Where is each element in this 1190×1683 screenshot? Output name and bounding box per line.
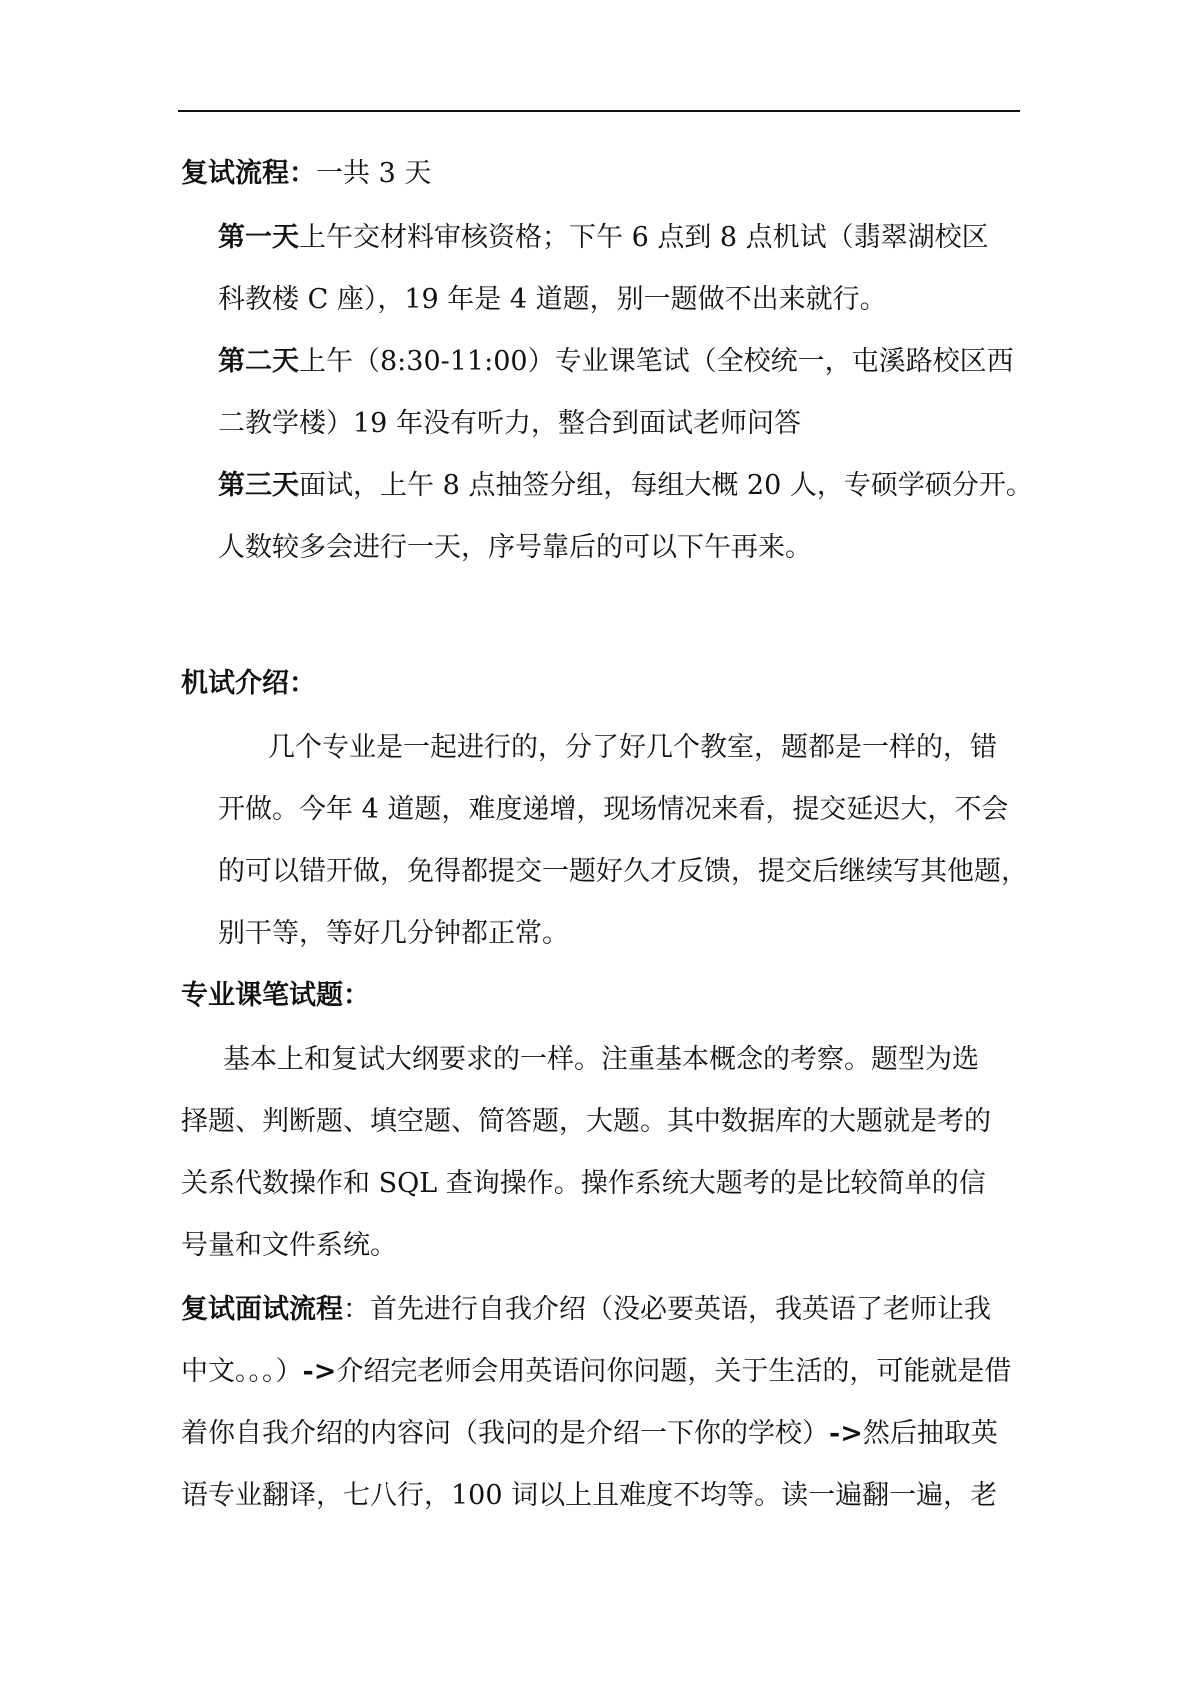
- machine-test-line-3: 的可以错开做，免得都提交一题好久才反馈，提交后继续写其他题，: [218, 856, 1028, 887]
- arrow-2: ->: [829, 1418, 863, 1449]
- interview-text-1: 首先进行自我介绍（没必要英语，我英语了老师让我: [370, 1294, 991, 1325]
- day2-line2: 二教学楼）19 年没有听力，整合到面试老师问答: [218, 408, 801, 439]
- interview-text-3a: 着你自我介绍的内容问（我问的是介绍一下你的学校）: [181, 1418, 829, 1449]
- day1-line2: 科教楼 C 座），19 年是 4 道题，别一题做不出来就行。: [218, 284, 887, 315]
- interview-heading-colon: ：: [343, 1294, 370, 1325]
- day1-label: 第一天: [218, 222, 299, 253]
- written-test-line-3: 关系代数操作和 SQL 查询操作。操作系统大题考的是比较简单的信: [181, 1168, 986, 1199]
- day3-line1: [218, 466, 1033, 506]
- interview-line-3: [181, 1414, 998, 1454]
- written-test-line-2: 择题、判断题、填空题、简答题，大题。其中数据库的大题就是考的: [181, 1106, 991, 1137]
- day2-text-1: 上午（8:30-11:00）专业课笔试（全校统一，屯溪路校区西: [299, 346, 1014, 377]
- written-test-line-1: 基本上和复试大纲要求的一样。注重基本概念的考察。题型为选: [223, 1044, 979, 1075]
- written-test-heading: 专业课笔试题：: [181, 980, 370, 1011]
- machine-test-line-2: 开做。今年 4 道题，难度递增，现场情况来看，提交延迟大，不会: [218, 794, 1009, 825]
- process-duration: 一共 3 天: [316, 158, 432, 189]
- interview-text-2b: 介绍完老师会用英语问你问题，关于生活的，可能就是借: [336, 1356, 1012, 1387]
- day2-line1: [218, 342, 1014, 382]
- interview-text-2a: 中文。。。）: [181, 1356, 303, 1387]
- interview-text-3b: 然后抽取英: [862, 1418, 998, 1449]
- arrow-1: ->: [302, 1356, 337, 1387]
- machine-test-line-4: 别干等，等好几分钟都正常。: [218, 918, 569, 949]
- interview-line-1: [181, 1290, 991, 1330]
- written-test-line-4: 号量和文件系统。: [181, 1230, 397, 1261]
- process-heading-line: [181, 154, 431, 194]
- day1-line1: [218, 218, 989, 258]
- machine-test-line-1: 几个专业是一起进行的，分了好几个教室，题都是一样的，错: [268, 732, 997, 763]
- machine-test-heading: 机试介绍：: [181, 668, 316, 699]
- interview-heading: 复试面试流程: [181, 1294, 343, 1325]
- day2-label: 第二天: [218, 346, 299, 377]
- day1-text-1: 上午交材料审核资格；下午 6 点到 8 点机试（翡翠湖校区: [299, 222, 989, 253]
- interview-line-4: 语专业翻译，七八行，100 词以上且难度不均等。读一遍翻一遍，老: [181, 1480, 998, 1511]
- day3-text-1: 面试，上午 8 点抽签分组，每组大概 20 人，专硕学硕分开。: [299, 470, 1033, 501]
- day3-label: 第三天: [218, 470, 299, 501]
- header-rule: [178, 110, 1020, 112]
- day3-line2: 人数较多会进行一天，序号靠后的可以下午再来。: [218, 532, 812, 563]
- interview-line-2: [181, 1352, 1011, 1392]
- process-heading: 复试流程：: [181, 158, 316, 189]
